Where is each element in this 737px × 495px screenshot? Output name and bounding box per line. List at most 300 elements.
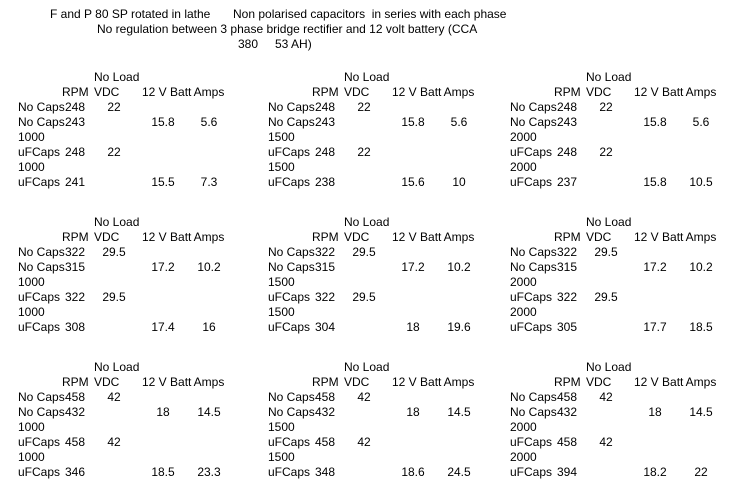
value-cell <box>338 275 390 290</box>
table-row <box>268 260 484 275</box>
value-cell: 29.5 <box>352 245 376 259</box>
value-cell <box>338 175 390 190</box>
value-cell <box>390 245 436 260</box>
value-cell <box>632 390 678 405</box>
value-cell <box>554 420 580 435</box>
value-cell <box>62 130 88 145</box>
value-cell <box>186 420 232 435</box>
table-row <box>268 450 484 465</box>
value-cell <box>632 275 678 290</box>
column-header: VDC <box>94 375 120 389</box>
value-cell: 322 <box>314 245 336 259</box>
value-cell <box>186 435 232 450</box>
table-row <box>510 405 726 420</box>
column-header: No Load <box>344 360 390 374</box>
table-row <box>18 260 234 275</box>
value-cell: 22 <box>357 145 371 159</box>
table-row <box>18 405 234 420</box>
column-header: VDC <box>344 375 370 389</box>
row-label: No Caps <box>268 115 315 129</box>
value-cell: 243 <box>64 115 86 129</box>
value-cell: 18.5 <box>689 320 713 334</box>
column-header <box>268 230 312 245</box>
value-cell <box>436 420 482 435</box>
column-header <box>510 360 554 375</box>
value-cell: 42 <box>357 435 371 449</box>
value-cell <box>62 275 88 290</box>
value-cell: 16 <box>202 320 216 334</box>
column-header: VDC <box>344 85 370 99</box>
row-label: No Caps <box>268 260 315 274</box>
value-cell <box>88 420 140 435</box>
value-cell <box>88 275 140 290</box>
value-cell <box>580 420 632 435</box>
row-label: No Caps <box>268 405 315 419</box>
row-label: 1000 <box>18 305 45 319</box>
value-cell: 22 <box>694 465 708 479</box>
value-cell <box>580 275 632 290</box>
value-cell <box>632 450 678 465</box>
value-cell <box>390 275 436 290</box>
row-label: 1000 <box>18 130 45 144</box>
value-cell: 10 <box>452 175 466 189</box>
value-cell <box>632 145 678 160</box>
column-header <box>186 70 232 85</box>
column-header <box>268 85 312 100</box>
column-header: VDC <box>94 85 120 99</box>
column-header <box>18 215 62 230</box>
table-row <box>268 290 484 305</box>
value-cell <box>312 450 338 465</box>
value-cell <box>312 160 338 175</box>
table-row <box>510 435 726 450</box>
row-label: No Caps <box>268 245 315 259</box>
column-header <box>312 215 338 230</box>
row-label: No Caps <box>268 390 315 404</box>
row-label: 1500 <box>268 305 295 319</box>
value-cell: 308 <box>64 320 86 334</box>
value-cell <box>88 305 140 320</box>
table-row <box>510 290 726 305</box>
value-cell: 10.2 <box>197 260 221 274</box>
column-header <box>268 70 312 85</box>
value-cell <box>678 450 724 465</box>
column-header: 12 V Batt <box>634 375 684 389</box>
table-row <box>18 420 234 435</box>
value-cell <box>88 465 140 480</box>
value-cell: 18.2 <box>643 465 667 479</box>
table-row <box>18 130 234 145</box>
table-row <box>18 390 234 405</box>
column-header <box>436 70 482 85</box>
value-cell <box>436 290 482 305</box>
value-cell <box>62 450 88 465</box>
measurement-table-2000uF-highspeed <box>510 360 726 480</box>
column-header <box>436 215 482 230</box>
row-label: uFCaps <box>268 320 311 334</box>
value-cell <box>88 450 140 465</box>
value-cell <box>62 305 88 320</box>
table-header-row <box>18 70 234 85</box>
measurement-table-1000uF-highspeed <box>18 360 234 480</box>
table-row <box>18 305 234 320</box>
table-row <box>268 420 484 435</box>
column-header: RPM <box>554 85 581 99</box>
value-cell <box>632 100 678 115</box>
value-cell <box>580 320 632 335</box>
measurement-table-1000uF-lowspeed <box>18 70 234 190</box>
value-cell <box>678 290 724 305</box>
value-cell <box>580 175 632 190</box>
value-cell <box>678 390 724 405</box>
value-cell <box>140 160 186 175</box>
table-row <box>18 115 234 130</box>
value-cell <box>140 130 186 145</box>
column-header <box>678 70 724 85</box>
value-cell: 305 <box>556 320 578 334</box>
value-cell <box>140 290 186 305</box>
row-label: uFCaps <box>510 290 553 304</box>
value-cell: 14.5 <box>689 405 713 419</box>
value-cell <box>88 405 140 420</box>
value-cell <box>140 450 186 465</box>
column-header: VDC <box>94 230 120 244</box>
value-cell: 19.6 <box>447 320 471 334</box>
row-label: uFCaps <box>268 465 311 479</box>
measurement-table-1500uF-lowspeed <box>268 70 484 190</box>
value-cell <box>678 145 724 160</box>
value-cell: 322 <box>556 245 578 259</box>
value-cell <box>580 115 632 130</box>
column-header: No Load <box>586 360 632 374</box>
value-cell <box>678 130 724 145</box>
column-header <box>268 215 312 230</box>
row-label: uFCaps <box>18 465 61 479</box>
value-cell <box>390 145 436 160</box>
row-label: uFCaps <box>18 320 61 334</box>
column-header <box>62 360 88 375</box>
table-header-row <box>510 70 726 85</box>
value-cell <box>88 320 140 335</box>
row-label: 1000 <box>18 450 45 464</box>
value-cell: 315 <box>64 260 86 274</box>
row-label: 1000 <box>18 420 45 434</box>
value-cell: 15.8 <box>151 115 175 129</box>
value-cell: 17.2 <box>401 260 425 274</box>
value-cell: 248 <box>64 100 86 114</box>
row-label: uFCaps <box>510 465 553 479</box>
value-cell: 394 <box>556 465 578 479</box>
value-cell <box>436 305 482 320</box>
value-cell: 458 <box>556 390 578 404</box>
row-label: 1500 <box>268 130 295 144</box>
column-header: No Load <box>586 70 632 84</box>
table-row <box>268 245 484 260</box>
value-cell <box>436 435 482 450</box>
value-cell <box>88 160 140 175</box>
value-cell: 243 <box>556 115 578 129</box>
row-label: uFCaps <box>268 435 311 449</box>
row-label: No Caps <box>510 260 557 274</box>
value-cell <box>186 275 232 290</box>
value-cell <box>580 305 632 320</box>
measurement-table-1000uF-midspeed <box>18 215 234 335</box>
value-cell <box>436 450 482 465</box>
value-cell: 241 <box>64 175 86 189</box>
column-header <box>312 70 338 85</box>
row-label: 1500 <box>268 160 295 174</box>
value-cell <box>186 130 232 145</box>
table-row <box>268 160 484 175</box>
column-header: VDC <box>344 230 370 244</box>
table-row <box>268 305 484 320</box>
value-cell <box>88 115 140 130</box>
column-header <box>554 215 580 230</box>
value-cell: 18.6 <box>401 465 425 479</box>
battery-ah-value: 53 AH) <box>275 37 312 51</box>
column-header <box>62 215 88 230</box>
table-row <box>268 130 484 145</box>
column-header <box>18 70 62 85</box>
column-header: VDC <box>586 230 612 244</box>
table-row <box>18 450 234 465</box>
value-cell <box>390 435 436 450</box>
doc-title-right: Non polarised capacitors in series with each phase <box>233 7 507 21</box>
row-label: 1500 <box>268 450 295 464</box>
value-cell: 458 <box>64 390 86 404</box>
value-cell: 18 <box>406 405 420 419</box>
table-header-row <box>268 375 484 390</box>
column-header <box>632 360 678 375</box>
column-header: No Load <box>94 215 140 229</box>
column-header: Amps <box>193 85 225 99</box>
table-header-row <box>268 85 484 100</box>
value-cell: 42 <box>599 435 613 449</box>
table-row <box>268 390 484 405</box>
column-header <box>18 360 62 375</box>
value-cell <box>186 160 232 175</box>
table-header-row <box>268 70 484 85</box>
column-header <box>186 215 232 230</box>
column-header <box>312 360 338 375</box>
column-header: Amps <box>443 85 475 99</box>
value-cell: 22 <box>107 100 121 114</box>
value-cell <box>580 450 632 465</box>
column-header: VDC <box>586 85 612 99</box>
value-cell <box>436 145 482 160</box>
value-cell: 42 <box>107 435 121 449</box>
value-cell: 14.5 <box>447 405 471 419</box>
value-cell: 322 <box>64 290 86 304</box>
column-header: VDC <box>586 375 612 389</box>
table-row <box>18 290 234 305</box>
table-header-row <box>510 215 726 230</box>
value-cell <box>632 435 678 450</box>
value-cell: 17.2 <box>151 260 175 274</box>
row-label: uFCaps <box>510 145 553 159</box>
table-row <box>510 420 726 435</box>
value-cell <box>436 130 482 145</box>
value-cell <box>186 245 232 260</box>
column-header <box>140 70 186 85</box>
value-cell: 432 <box>314 405 336 419</box>
table-row <box>510 115 726 130</box>
column-header <box>510 375 554 390</box>
value-cell <box>312 420 338 435</box>
value-cell <box>678 435 724 450</box>
value-cell: 29.5 <box>594 245 618 259</box>
value-cell <box>554 130 580 145</box>
value-cell: 248 <box>556 145 578 159</box>
doc-title-left: F and P 80 SP rotated in lathe <box>50 7 211 21</box>
value-cell <box>436 390 482 405</box>
value-cell: 22 <box>357 100 371 114</box>
value-cell <box>436 160 482 175</box>
value-cell: 42 <box>357 390 371 404</box>
value-cell: 458 <box>314 390 336 404</box>
table-header-row <box>18 85 234 100</box>
value-cell <box>312 305 338 320</box>
column-header: Amps <box>193 230 225 244</box>
table-row <box>268 465 484 480</box>
table-row <box>268 145 484 160</box>
value-cell: 248 <box>314 145 336 159</box>
table-row <box>268 115 484 130</box>
value-cell: 42 <box>599 390 613 404</box>
value-cell: 15.6 <box>401 175 425 189</box>
column-header: 12 V Batt <box>392 230 442 244</box>
table-header-row <box>268 215 484 230</box>
value-cell: 22 <box>107 145 121 159</box>
column-header: Amps <box>443 375 475 389</box>
table-row <box>510 390 726 405</box>
row-label: 2000 <box>510 130 537 144</box>
measurement-table-2000uF-midspeed <box>510 215 726 335</box>
row-label: 1500 <box>268 275 295 289</box>
column-header <box>390 70 436 85</box>
value-cell <box>678 275 724 290</box>
row-label: No Caps <box>510 245 557 259</box>
value-cell: 458 <box>314 435 336 449</box>
value-cell <box>580 130 632 145</box>
value-cell <box>390 420 436 435</box>
table-row <box>18 175 234 190</box>
value-cell <box>140 100 186 115</box>
value-cell: 18 <box>406 320 420 334</box>
value-cell <box>186 100 232 115</box>
value-cell <box>632 160 678 175</box>
value-cell <box>338 305 390 320</box>
table-row <box>268 405 484 420</box>
value-cell <box>632 130 678 145</box>
row-label: uFCaps <box>18 290 61 304</box>
value-cell: 29.5 <box>352 290 376 304</box>
value-cell <box>390 450 436 465</box>
column-header: No Load <box>586 215 632 229</box>
column-header <box>18 230 62 245</box>
value-cell: 5.6 <box>450 115 468 129</box>
table-row <box>510 305 726 320</box>
value-cell <box>436 245 482 260</box>
column-header <box>510 85 554 100</box>
value-cell <box>186 145 232 160</box>
value-cell: 7.3 <box>200 175 218 189</box>
column-header: 12 V Batt <box>142 85 192 99</box>
value-cell <box>140 245 186 260</box>
value-cell: 18 <box>648 405 662 419</box>
value-cell <box>436 275 482 290</box>
value-cell <box>580 465 632 480</box>
column-header: 12 V Batt <box>634 230 684 244</box>
value-cell <box>140 420 186 435</box>
column-header <box>510 230 554 245</box>
value-cell <box>338 405 390 420</box>
value-cell: 348 <box>314 465 336 479</box>
value-cell: 237 <box>556 175 578 189</box>
table-row <box>510 320 726 335</box>
value-cell <box>186 290 232 305</box>
table-header-row <box>510 230 726 245</box>
column-header <box>436 360 482 375</box>
column-header: Amps <box>685 85 717 99</box>
row-label: 2000 <box>510 160 537 174</box>
row-label: No Caps <box>510 100 557 114</box>
value-cell <box>338 465 390 480</box>
value-cell <box>338 450 390 465</box>
value-cell: 10.2 <box>447 260 471 274</box>
row-label: uFCaps <box>510 175 553 189</box>
column-header: RPM <box>62 230 89 244</box>
value-cell <box>632 245 678 260</box>
table-row <box>268 435 484 450</box>
value-cell: 322 <box>64 245 86 259</box>
column-header <box>140 215 186 230</box>
value-cell: 17.7 <box>643 320 667 334</box>
table-header-row <box>18 360 234 375</box>
table-row <box>510 450 726 465</box>
table-header-row <box>268 230 484 245</box>
value-cell <box>580 260 632 275</box>
value-cell <box>390 290 436 305</box>
row-label: 2000 <box>510 305 537 319</box>
value-cell: 248 <box>556 100 578 114</box>
value-cell <box>186 305 232 320</box>
table-header-row <box>510 360 726 375</box>
row-label: uFCaps <box>18 435 61 449</box>
measurement-table-1500uF-midspeed <box>268 215 484 335</box>
value-cell <box>338 130 390 145</box>
column-header <box>632 70 678 85</box>
column-header: RPM <box>312 375 339 389</box>
row-label: No Caps <box>18 390 65 404</box>
column-header <box>268 375 312 390</box>
value-cell: 15.8 <box>643 175 667 189</box>
value-cell: 458 <box>556 435 578 449</box>
column-header <box>510 70 554 85</box>
table-row <box>268 320 484 335</box>
column-header <box>678 215 724 230</box>
value-cell <box>88 175 140 190</box>
value-cell: 24.5 <box>447 465 471 479</box>
value-cell <box>632 305 678 320</box>
value-cell <box>678 305 724 320</box>
value-cell <box>312 130 338 145</box>
value-cell: 18 <box>156 405 170 419</box>
column-header: RPM <box>554 230 581 244</box>
column-header <box>390 215 436 230</box>
value-cell: 5.6 <box>692 115 710 129</box>
value-cell: 29.5 <box>102 290 126 304</box>
